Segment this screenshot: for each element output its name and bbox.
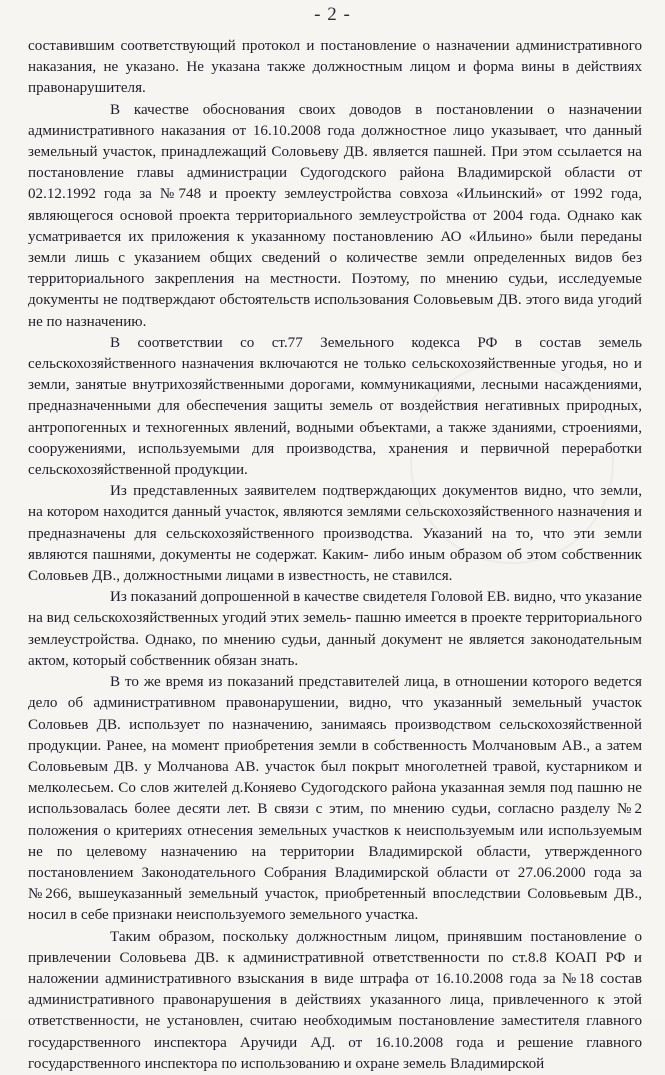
paragraph-6: В то же время из показаний представителей лица, в отношении которого ведется дело об административном правонарушении, видно, что указанный земельный участок Соловьев ДВ. использует по назначению, занимаясь производством сельскохозяйственной продукции. Ранее, на момент приобретения земли в собственность Молчановым АВ., а затем Соловьевым ДВ. у Молчанова АВ. участок был покрыт многолетней травой, кустарником и мелколесьем. Со слов жителей д.Коняево Судогодского района указанная земля под пашню не использовалась более десяти лет. В связи с этим, по мнению судьи, согласно разделу №2 положения о критериях отнесения земельных участков к неиспользуемым или используемым не по целевому назначению на территории Владимирской области, утвержденного постановлением Законодательного Собрания Владимирской области от 27.06.2000 года за №266, вышеуказанный земельный участок, приобретенный впоследствии Соловьевым ДВ., носил в себе признаки неиспользуемого земельного участка. — [28, 674, 642, 924]
paragraph-2: В качестве обоснования своих доводов в постановлении о назначении административного наказания от 16.10.2008 года должностное лицо указывает, что данный земельный участок, принадлежащий Соловьеву ДВ. является пашней. При этом ссылается на постановление главы администрации Судогодского района Владимирской области от 02.12.1992 года за №748 и проекту землеустройства совхоза «Ильинский» от 1992 года, являющегося основой проекта территориального землеустройства от 2004 года. Однако как усматривается их приложения к указанному постановлению АО «Ильино» были переданы земли лишь с указанием общих сведений о количестве земли определенных видов без территориального закрепления на местности. Поэтому, по мнению судьи, исследуемые документы не подтверждают обстоятельств использования Соловьевым ДВ. этого вида угодий не по назначению. — [28, 101, 642, 330]
paragraph-5: Из показаний допрошенной в качестве свидетеля Головой ЕВ. видно, что указание на вид сельскохозяйственных угодий этих земель- пашню имеется в проекте территориального землеустройства. Однако, по мнению судьи, данный документ не является законодательным актом, который собственник обязан знать. — [28, 589, 642, 669]
paragraph-3: В соответствии со ст.77 Земельного кодекса РФ в состав земель сельскохозяйственного назначения включаются не только сельскохозяйственные угодья, но и земли, занятые внутрихозяйственными дорогами, коммуникациями, лесными насаждениями, предназначенными для обеспечения защиты земель от воздействия негативных природных, антропогенных и техногенных явлений, водными объектами, а также зданиями, строениями, сооружениями, используемыми для производства, хранения и первичной переработки сельскохозяйственной продукции. — [28, 334, 642, 479]
paragraph-7: Таким образом, поскольку должностным лицом, принявшим постановление о привлечении Соловьева ДВ. к административной ответственности по ст.8.8 КОАП РФ и наложении административного взыскания в виде штрафа от 16.10.2008 года за №18 состав административного правонарушения в действиях указанного лица, привлеченного к этой ответственности, не установлен, считаю необходимым постановление заместителя главного государственного инспектора Аручиди АД. от 16.10.2008 года и решение главного государственного инспектора по использованию и охране земель Владимирской — [28, 928, 642, 1072]
paragraph-1: составившим соответствующий протокол и постановление о назначении административного наказания, не указано. Не указана также должностным лицом и форма вины в действиях правонарушителя. — [28, 38, 642, 97]
document-body — [28, 36, 642, 1075]
paragraph-4: Из представленных заявителем подтверждающих документов видно, что земли, на котором находится данный участок, являются землями сельскохозяйственного назначения и предназначены для сельскохозяйственного производства. Указаний на то, что эти земли являются пашнями, документы не содержат. Каким- либо иным образом об этом собственник Соловьев ДВ., должностными лицами в известность, не ставился. — [28, 483, 642, 585]
page-number: - 2 - — [314, 4, 351, 25]
